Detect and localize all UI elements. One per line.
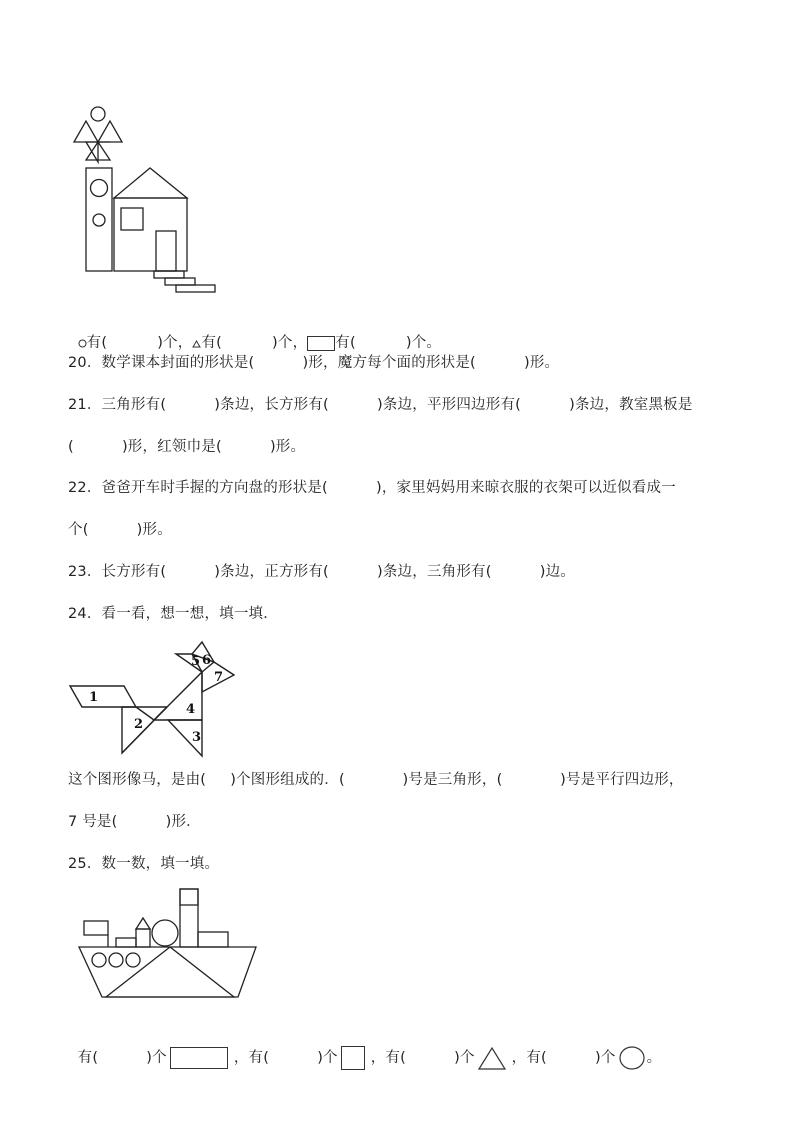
porthole-1 bbox=[92, 953, 106, 967]
ship-question-line: 有( )个 ，有( )个 ，有( )个 ，有( )个 。 bbox=[68, 1019, 661, 1071]
ship-right-box bbox=[198, 932, 228, 947]
roof-triangle bbox=[114, 168, 187, 198]
top-circle bbox=[91, 107, 105, 121]
hull-triangle bbox=[106, 947, 234, 997]
horse-label-1: 1 bbox=[89, 690, 99, 705]
question-21-line-2: ( )形，红领巾是( )形。 bbox=[68, 439, 306, 455]
ship-small-box bbox=[116, 938, 136, 947]
square-icon bbox=[341, 1046, 365, 1070]
tower-small-circle bbox=[93, 214, 105, 226]
left-triangle bbox=[74, 121, 98, 142]
question-24-line-b: 7 号是( )形． bbox=[68, 814, 201, 830]
horse-label-4: 4 bbox=[186, 702, 196, 717]
ship-tall-chimney bbox=[180, 889, 198, 947]
rectangle-icon bbox=[307, 336, 335, 351]
question-24: 24．看一看，想一想，填一填． bbox=[68, 606, 278, 622]
question-20: 20．数学课本封面的形状是( )形，魔方每个面的形状是( )形。 bbox=[68, 355, 560, 371]
ship-house-roof bbox=[136, 918, 150, 929]
horse-label-7: 7 bbox=[214, 670, 224, 685]
horse-label-6: 6 bbox=[202, 653, 212, 668]
ship-figure bbox=[76, 886, 260, 1002]
question-22-line-1: 22．爸爸开车时手握的方向盘的形状是( )，家里妈妈用来晾衣服的衣架可以近似看成一 bbox=[68, 480, 676, 496]
ship-chimney-top bbox=[180, 889, 198, 905]
bottom-triangle bbox=[86, 142, 110, 162]
horse-tangram-figure bbox=[66, 638, 246, 763]
porthole-2 bbox=[109, 953, 123, 967]
question-25: 25．数一数，填一填。 bbox=[68, 856, 220, 872]
step-1 bbox=[154, 271, 184, 278]
question-23: 23．长方形有( )条边，正方形有( )条边，三角形有( )边。 bbox=[68, 564, 575, 580]
tower-big-circle bbox=[91, 180, 108, 197]
horse-label-3: 3 bbox=[192, 730, 202, 745]
horse-label-2: 2 bbox=[134, 717, 144, 732]
rectangle-icon bbox=[170, 1047, 228, 1069]
question-21-line-1: 21．三角形有( )条边，长方形有( )条边，平形四边形有( )条边，教室黑板是 bbox=[68, 397, 693, 413]
question-22-line-2: 个( )形。 bbox=[68, 522, 172, 538]
house-figure bbox=[70, 100, 220, 295]
porthole-3 bbox=[126, 953, 140, 967]
house-window bbox=[121, 208, 143, 230]
house-door bbox=[156, 231, 176, 271]
ship-hull bbox=[79, 947, 256, 997]
ship-big-circle bbox=[152, 920, 178, 946]
ship-house-body bbox=[136, 929, 150, 947]
piece-1-parallelogram bbox=[70, 686, 136, 707]
circle-icon bbox=[619, 1046, 645, 1070]
circle-icon bbox=[78, 339, 87, 348]
ship-flag bbox=[84, 921, 108, 935]
question-24-line-a: 这个图形像马，是由( )个图形组成的．( )号是三角形，( )号是平行四边形， bbox=[68, 772, 684, 788]
chimney-tower bbox=[86, 168, 112, 271]
right-triangle bbox=[98, 121, 122, 142]
house-question-line: 有( )个， 有( )个， 有( )个。 bbox=[68, 313, 441, 353]
step-3 bbox=[176, 285, 215, 292]
horse-label-5: 5 bbox=[191, 654, 201, 669]
step-2 bbox=[165, 278, 195, 285]
triangle-icon bbox=[478, 1046, 506, 1070]
